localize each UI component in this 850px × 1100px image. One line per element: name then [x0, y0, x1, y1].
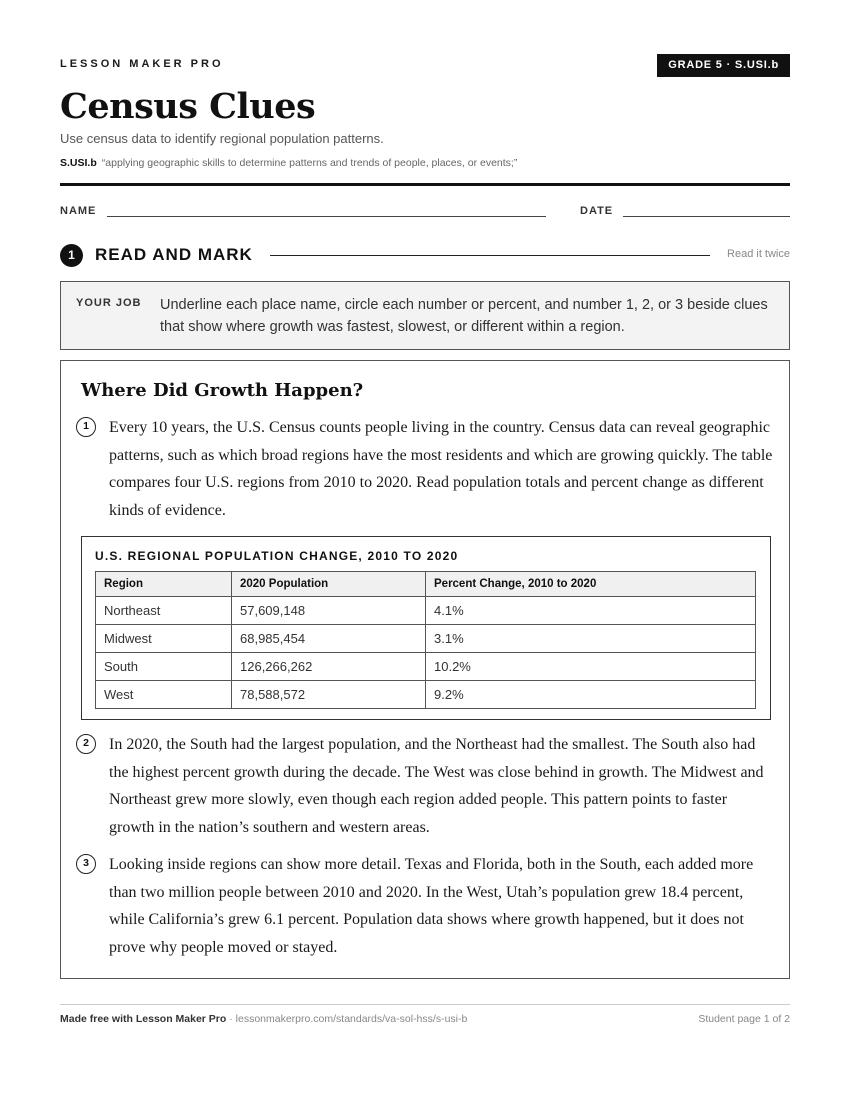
region-cell: Northeast: [96, 597, 232, 625]
table-header-row: [96, 572, 756, 597]
population-table: [95, 571, 756, 709]
date-field[interactable]: [623, 216, 790, 217]
table-row: [96, 653, 756, 681]
table-title: U.S. REGIONAL POPULATION CHANGE, 2010 TO 2020: [95, 549, 459, 563]
page-title: Census Clues: [60, 86, 316, 127]
section-title: READ AND MARK: [95, 245, 253, 264]
population-cell: 78,588,572: [232, 681, 426, 709]
footer-credit: [60, 1013, 467, 1025]
population-cell: 57,609,148: [232, 597, 426, 625]
job-label: YOUR JOB: [76, 297, 142, 309]
step-number-badge: 1: [60, 244, 83, 267]
paragraph-text-1: Every 10 years, the U.S. Census counts people living in the country. Census data can reveal geographic patterns, such as which broad regions have the most residents and which are growing quickly. The table compares four U.S. regions from 2010 to 2020. Read population totals and percent change as different kinds of evidence.: [109, 419, 773, 519]
name-date-row: [60, 205, 790, 219]
percent-change-cell: 10.2%: [426, 653, 756, 681]
population-cell: 68,985,454: [232, 625, 426, 653]
paragraph-number-1: 1: [76, 417, 96, 437]
percent-change-cell: 3.1%: [426, 625, 756, 653]
reading-passage-box: [60, 360, 790, 979]
reading-title: Where Did Growth Happen?: [81, 380, 364, 401]
grade-badge: GRADE 5 · S.USI.b: [657, 54, 790, 77]
column-header-region: Region: [96, 572, 232, 597]
standard-code: S.USI.b: [60, 157, 97, 169]
paragraph-number-3: 3: [76, 854, 96, 874]
standard-line: [60, 157, 517, 169]
region-cell: Midwest: [96, 625, 232, 653]
table-row: [96, 597, 756, 625]
footer-divider: [60, 1004, 790, 1005]
percent-change-cell: 9.2%: [426, 681, 756, 709]
paragraph-text-3: Looking inside regions can show more detail. Texas and Florida, both in the South, each added more than two million people between 2010 and 2020. In the West, Utah’s population grew 18.4 percent, while California’s grew 6.1 percent. Population data shows where growth happened, but it does not prove why people moved or stayed.: [109, 856, 754, 956]
section-header: [60, 243, 790, 267]
job-text: Underline each place name, circle each number or percent, and number 1, 2, or 3 beside clues that show where growth was fastest, slowest, or different within a region.: [160, 297, 768, 335]
section-note: Read it twice: [727, 248, 790, 260]
table-row: [96, 681, 756, 709]
standard-text: “applying geographic skills to determine patterns and trends of people, places, or events;”: [101, 157, 518, 169]
header-divider: [60, 183, 790, 186]
footer-made-with: Made free with Lesson Maker Pro: [60, 1013, 227, 1025]
paragraph-text-2: In 2020, the South had the largest population, and the Northeast had the smallest. The South also had the highest percent growth during the decade. The West was close behind in growth. The Midwest and Northeast grew more slowly, even though each region added people. This pattern points to faster growth in the nation’s southern and western areas.: [109, 736, 764, 836]
region-cell: South: [96, 653, 232, 681]
population-table-box: [81, 536, 771, 720]
date-label: DATE: [580, 205, 614, 217]
brand-name: LESSON MAKER PRO: [60, 58, 224, 70]
section-rule: [270, 255, 710, 256]
column-header-population: 2020 Population: [232, 572, 426, 597]
page-subtitle: Use census data to identify regional population patterns.: [60, 131, 384, 146]
column-header-percent-change: Percent Change, 2010 to 2020: [426, 572, 756, 597]
region-cell: West: [96, 681, 232, 709]
percent-change-cell: 4.1%: [426, 597, 756, 625]
footer-separator: ·: [226, 1013, 236, 1025]
table-row: [96, 625, 756, 653]
population-cell: 126,266,262: [232, 653, 426, 681]
footer-page-number: Student page 1 of 2: [698, 1013, 790, 1025]
name-field[interactable]: [107, 216, 546, 217]
job-instructions-box: [60, 281, 790, 350]
name-label: NAME: [60, 205, 97, 217]
footer-url[interactable]: lessonmakerpro.com/standards/va-sol-hss/s-usi-b: [235, 1013, 468, 1025]
paragraph-number-2: 2: [76, 734, 96, 754]
